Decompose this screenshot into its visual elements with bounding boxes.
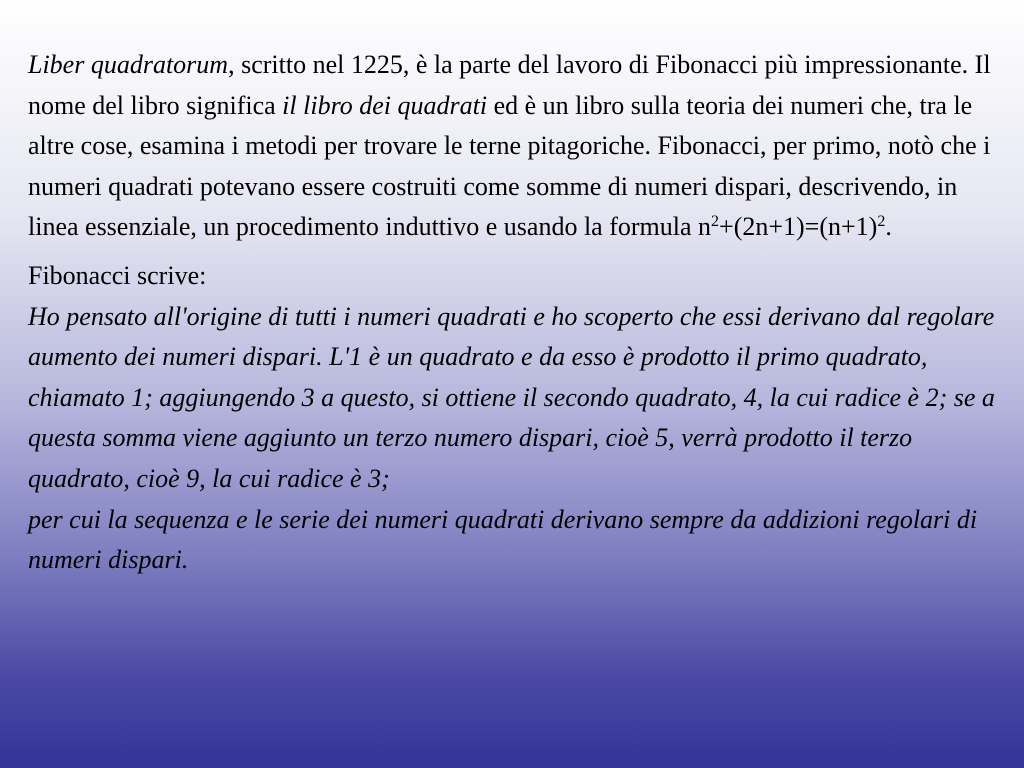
quote-part-1: Ho pensato all'origine di tutti i numeri quadrati e ho scoperto che essi derivano dal regolare aumento dei numeri dispari. L'1 è un quadrato e da esso è prodotto il primo quadrato, chiamato 1; aggiungendo 3 a questo, si ottiene il secondo quadrato, 4, la cui radice è 2; se a questa somma viene aggiunto un terzo numero dispari, cioè 5, verrà prodotto il terzo quadrato, cioè 9, la cui radice è 3; xyxy=(28,301,995,493)
book-title: Liber quadratorum xyxy=(28,50,229,79)
formula-middle: +(2n+1)=(n+1) xyxy=(719,212,878,242)
formula-exponent-1: 2 xyxy=(711,213,720,231)
formula-exponent-2: 2 xyxy=(877,213,886,231)
quote-intro: Fibonacci scrive: xyxy=(28,260,207,290)
paragraph1-end: . xyxy=(885,212,892,242)
paragraph1-text-b: ed è un libro sulla teoria dei numeri che, tra le altre cose, esamina i metodi per trovare le terne pitagoriche. Fibonacci, per primo, notò che i numeri quadrati potevano essere costruiti come somme di numeri dispari, descrivendo, in linea essenziale, un procedimento induttivo e usando la formula n xyxy=(28,90,991,242)
quote-part-2: per cui la sequenza e le serie dei numeri quadrati derivano sempre da addizioni regolari di numeri dispari. xyxy=(28,504,978,575)
paragraph1-text-a: , scritto nel 1225, è la parte del lavoro di Fibonacci più impressionante. Il nome del libro significa xyxy=(28,50,991,120)
paragraph-liber-quadratorum xyxy=(28,45,1013,248)
book-meaning: il libro dei quadrati xyxy=(282,90,488,120)
slide-text xyxy=(28,45,1013,581)
